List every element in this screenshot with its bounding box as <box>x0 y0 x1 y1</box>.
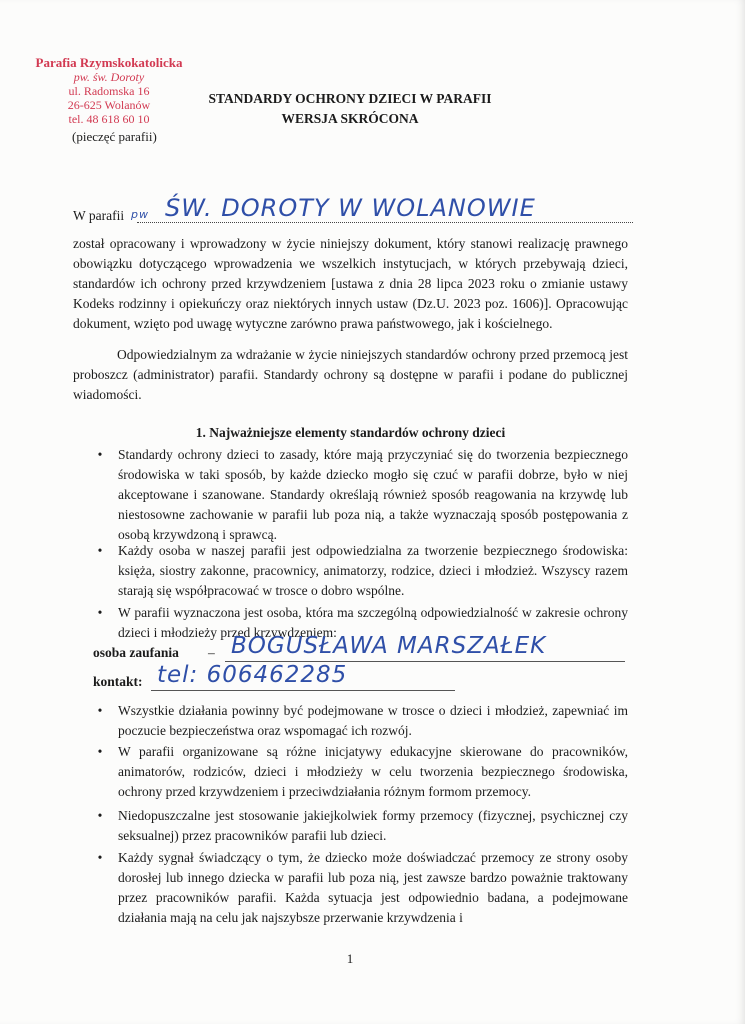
list-item <box>93 445 628 545</box>
contact-field <box>93 662 553 692</box>
list-item-text: Standardy ochrony dzieci to zasady, które mają przyczyniać się do tworzenia bezpiecznego środowiska w taki sposób, by każde dziecko mogło się czuć w parafii dobrze, było w niej akceptowane i szanowane. Standardy określają również sposób reagowania na krzywdę lub niestosowne zachowanie w parafii lub poza nią, a także wyznaczają sposób postępowania z osobą krzywdzoną i sprawcą. <box>118 447 628 542</box>
parish-handwritten-prefix: pw <box>131 208 149 221</box>
stamp-city: 26-625 Wolanów <box>67 98 151 112</box>
list-item-text: Każdy osoba w naszej parafii jest odpowiedzialna za tworzenie bezpiecznego środowiska: księża, siostry zakonne, pracownicy, animatorzy, rodzice, dzieci i młodzież. Wszyscy razem starają się współpracować w trosce o dobro wspólne. <box>118 543 628 598</box>
stamp-phone: tel. 48 618 60 10 <box>68 112 150 126</box>
trusted-person-field <box>93 633 553 663</box>
intro-paragraph-1: został opracowany i wprowadzony w życie niniejszy dokument, który stanowi realizację prawnego obowiązku dotyczącego wprowadzenia we wszelkich instytucjach, w których przebywają dzieci, standardów ich ochrony przed krzywdzeniem [ustawa z dnia 28 lipca 2023 roku o zmianie ustawy Kodeks rodzinny i opiekuńczy oraz niektórych innych ustaw (Dz.U. 2023 poz. 1606)]. Opracowując dokument, wzięto pod uwagę wytyczne zarówno prawa państwowego, jak i kościelnego. <box>73 236 628 331</box>
bullet-icon: • <box>97 808 103 823</box>
document-title <box>180 89 520 129</box>
bullet-icon: • <box>97 703 103 718</box>
list-item-text: W parafii wyznaczona jest osoba, która ma szczególną odpowiedzialność w zakresie ochrony dzieci i młodzieży przed krzywdzeniem: <box>118 605 628 640</box>
parish-field <box>73 196 633 224</box>
list-item-text: Niedopuszczalne jest stosowanie jakiejkolwiek formy przemocy (fizycznej, psychicznej czy seksualnej) przez pracowników parafii lub dzieci. <box>118 808 628 843</box>
list-item-text: Wszystkie działania powinny być podejmowane w trosce o dzieci i młodzież, zapewniać im poczucie bezpieczeństwa oraz wspomagać ich rozwój. <box>118 703 628 738</box>
bullet-icon: • <box>97 447 103 462</box>
parish-field-label: W parafii <box>73 208 125 223</box>
trusted-person-handwritten: BOGUSŁAWA MARSZAŁEK <box>231 633 547 659</box>
trusted-person-label: osoba zaufania <box>93 645 179 660</box>
contact-handwritten: tel: 606462285 <box>157 662 348 688</box>
parish-stamp <box>24 56 194 126</box>
bullet-icon: • <box>97 850 103 865</box>
stamp-street: ul. Radomska 16 <box>68 84 150 98</box>
bullet-icon: • <box>97 605 103 620</box>
list-item <box>93 541 628 601</box>
title-line-2: WERSJA SKRÓCONA <box>281 111 419 126</box>
title-line-1: STANDARDY OCHRONY DZIECI W PARAFII <box>208 91 492 106</box>
intro-paragraph-2: Odpowiedzialnym za wdrażanie w życie niniejszych standardów ochrony przed przemocą jest proboszcz (administrator) parafii. Standardy ochrony są dostępne w parafii i podane do publicznej wiadomości. <box>73 347 628 402</box>
page-number: 1 <box>346 951 354 966</box>
list-item <box>93 848 628 928</box>
stamp-parish-name: Parafia Rzymskokatolicka <box>35 55 183 70</box>
stamp-caption: (pieczęć parafii) <box>72 129 157 144</box>
bullet-icon: • <box>97 543 103 558</box>
list-item-text: Każdy sygnał świadczący o tym, że dziecko może doświadczać przemocy ze strony osoby dorosłej lub innego dziecka w parafii lub poza nią, jest zawsze bardzo poważnie traktowany przez pracowników parafii. Każda sytuacja jest odpowiednio badana, a podejmowane działania mają na celu jak najszybsze przerwanie krzywdzenia i <box>118 850 628 925</box>
section-title: 1. Najważniejsze elementy standardów ochrony dzieci <box>195 425 506 440</box>
bullet-icon: • <box>97 744 103 759</box>
parish-handwritten-name: ŚW. DOROTY W WOLANOWIE <box>165 194 536 222</box>
list-item-text: W parafii organizowane są różne inicjatywy edukacyjne skierowane do pracowników, animatorów, rodziców, dzieci i młodzieży w celu tworzenia bezpiecznego środowiska, ochrony przed krzywdzeniem i przeciwdziałania różnym formom przemocy. <box>118 744 628 799</box>
contact-line <box>151 690 455 691</box>
contact-label: kontakt: <box>93 674 143 689</box>
list-item <box>93 742 628 802</box>
list-item <box>93 701 628 741</box>
trusted-person-dash: – <box>208 645 215 660</box>
list-item <box>93 806 628 846</box>
stamp-patron: pw. św. Doroty <box>73 70 145 84</box>
